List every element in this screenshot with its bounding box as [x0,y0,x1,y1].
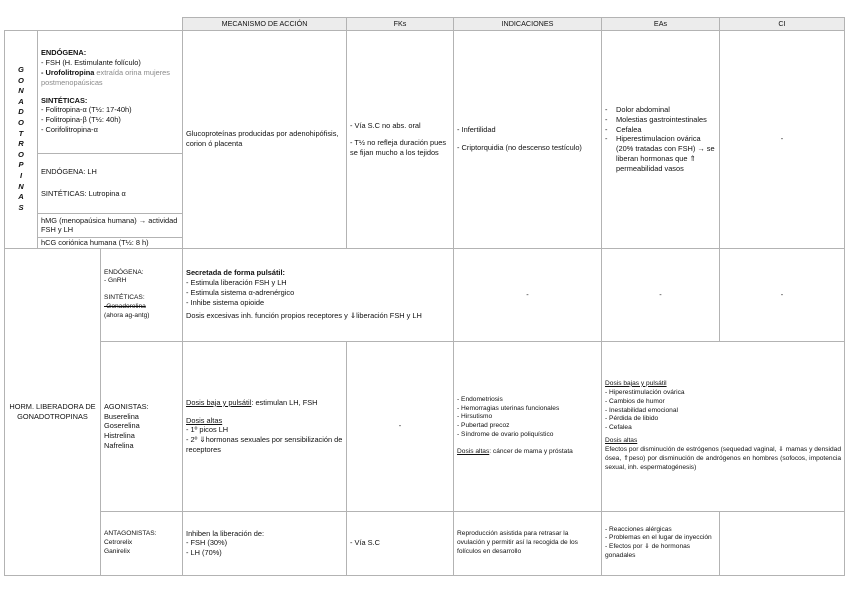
gnrh-antagonistas-row [5,511,845,575]
gonadotropinas-fks: - Vía S.C no abs. oral - T½ no refleja duración pues se fijan mucho a los tejidos [347,30,454,248]
header-corner [5,18,183,31]
gnrh-endogena-mecanismo: Secretada de forma pulsátil: - Estimula liberación FSH y LH - Estimula sistema α-adrenérgico - Inhibe sistema opioide Dosis excesivas inh. función propios receptores y ⇓liberación FSH y LH [183,248,454,341]
gonadotropinas-vertical-label: G O N A D O T R O P I N A S [5,30,38,248]
gnrh-endogena-ci: - [720,248,845,341]
gonadotropinas-indicaciones: - Infertilidad - Criptorquidia (no descenso testículo) [454,30,602,248]
gnrh-title: HORM. LIBERADORA DE GONADOTROPINAS [5,248,101,575]
pharmacology-table [4,17,845,576]
fsh-cell: ENDÓGENA: - FSH (H. Estimulante folículo) - Urofolitropina extraída orina mujeres postmenopaúsicas SINTÉTICAS: - Folitropina-α (T½: 17-40h) - Folitropina-β (T½: 40h) - Corifolitropina-α [38,30,183,153]
header-eas: EAs [602,18,720,31]
antagonistas-cell: ANTAGONISTAS: Cetrorelix Ganirelix [101,511,183,575]
agonistas-mecanismo: Dosis baja y pulsátil: estimulan LH, FSH Dosis altas - 1º picos LH - 2º ⇓hormonas sexuales por sensibilización de receptores [183,341,347,511]
antagonistas-ci [720,511,845,575]
antagonistas-fks: - Vía S.C [347,511,454,575]
agonistas-eas: Dosis bajas y pulsátil - Hiperestimulación ovárica - Cambios de humor - Inestabilidad emocional - Pérdida de libido - Cefalea Dosis altas Efectos por disminución de estrógenos (sequedad vaginal, ⇓ mamas y densidad ósea, ⇑peso) por disminución de andrógenos en hombres (sofocos, impotencia sexual, inh. espermatogénesis) [602,341,845,511]
antagonistas-mecanismo: Inhiben la liberación de: - FSH (30%) - LH (70%) [183,511,347,575]
agonistas-indicaciones: - Endometriosis - Hemorragias uterinas funcionales - Hirsutismo - Pubertad precoz - Síndrome de ovario poliquístico Dosis altas: cáncer de mama y próstata [454,341,602,511]
gnrh-agonistas-row [5,341,845,511]
header-indicaciones: INDICACIONES [454,18,602,31]
gonadotropinas-mecanismo: Glucoproteínas producidas por adenohipófisis, corion ó placenta [183,30,347,248]
agonistas-fks: - [347,341,454,511]
lh-cell: ENDÓGENA: LH SINTÉTICAS: Lutropina α [38,153,183,213]
header-ci: CI [720,18,845,31]
gonadotropinas-ci: - [720,30,845,248]
hmg-cell: hMG (menopaúsica humana) → actividad FSH y LH [38,213,183,238]
header-row [5,18,845,31]
header-mecanismo: MECANISMO DE ACCIÓN [183,18,347,31]
gonadotropinas-eas: - Dolor abdominal - Molestias gastrointestinales - Cefalea - Hiperestimulacion ovárica (20% tratadas con FSH) → se liberan hormonas que ⇑ permeabilidad vasos [602,30,720,248]
agonistas-cell: AGONISTAS: Buserelina Goserelina Histrelina Nafrelina [101,341,183,511]
gnrh-endogena-row [5,248,845,341]
hcg-cell: hCG coriónica humana (T½: 8 h) [38,238,183,249]
antagonistas-indicaciones: Reproducción asistida para retrasar la ovulación y permitir así la recogida de los folículos en desarrollo [454,511,602,575]
gnrh-endogena-cell: ENDÓGENA: - GnRH SINTÉTICAS: -Gonadorelina (ahora ag-antg) [101,248,183,341]
gnrh-endogena-indicaciones: - [454,248,602,341]
gonadotropinas-fsh-row [5,30,845,153]
antagonistas-eas: - Reacciones alérgicas - Problemas en el lugar de inyección - Efectos por ⇓ de hormonas gonadales [602,511,720,575]
header-fks: FKs [347,18,454,31]
gnrh-endogena-eas: - [602,248,720,341]
